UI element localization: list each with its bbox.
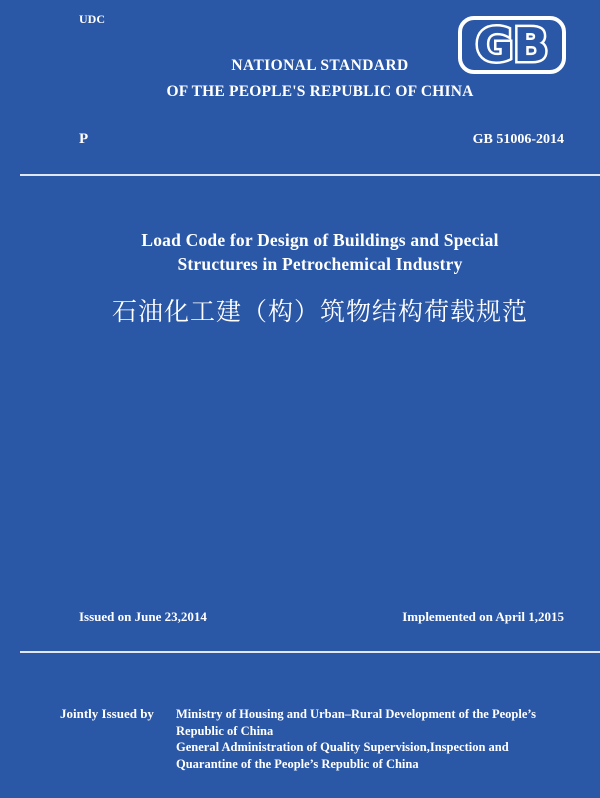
issuer-line: Ministry of Housing and Urban–Rural Development of the People’s [176, 707, 536, 721]
issuers-list [176, 706, 576, 772]
category-code: P [79, 131, 89, 147]
divider-bottom [20, 651, 600, 653]
issuer-line: Quarantine of the People’s Republic of China [176, 756, 419, 771]
issuer-line: Republic of China [176, 723, 274, 738]
title-en-line1: Load Code for Design of Buildings and Special [141, 230, 499, 250]
standard-heading-line2: OF THE PEOPLE'S REPUBLIC OF CHINA [166, 83, 474, 100]
issuer-line: General Administration of Quality Supervision,Inspection and [176, 740, 509, 755]
divider-top [20, 174, 600, 176]
title-cn: 石油化工建（构）筑物结构荷载规范 [111, 297, 528, 326]
implemented-date: Implemented on April 1,2015 [402, 609, 564, 624]
jointly-issued-label: Jointly Issued by [60, 706, 154, 721]
title-en-line2: Structures in Petrochemical Industry [177, 254, 463, 274]
gb-logo-text: GB [475, 18, 549, 72]
standard-heading-line1: NATIONAL STANDARD [231, 57, 409, 74]
issued-date: Issued on June 23,2014 [79, 609, 207, 624]
udc-label: UDC [79, 12, 105, 26]
standard-number: GB 51006-2014 [472, 132, 564, 147]
